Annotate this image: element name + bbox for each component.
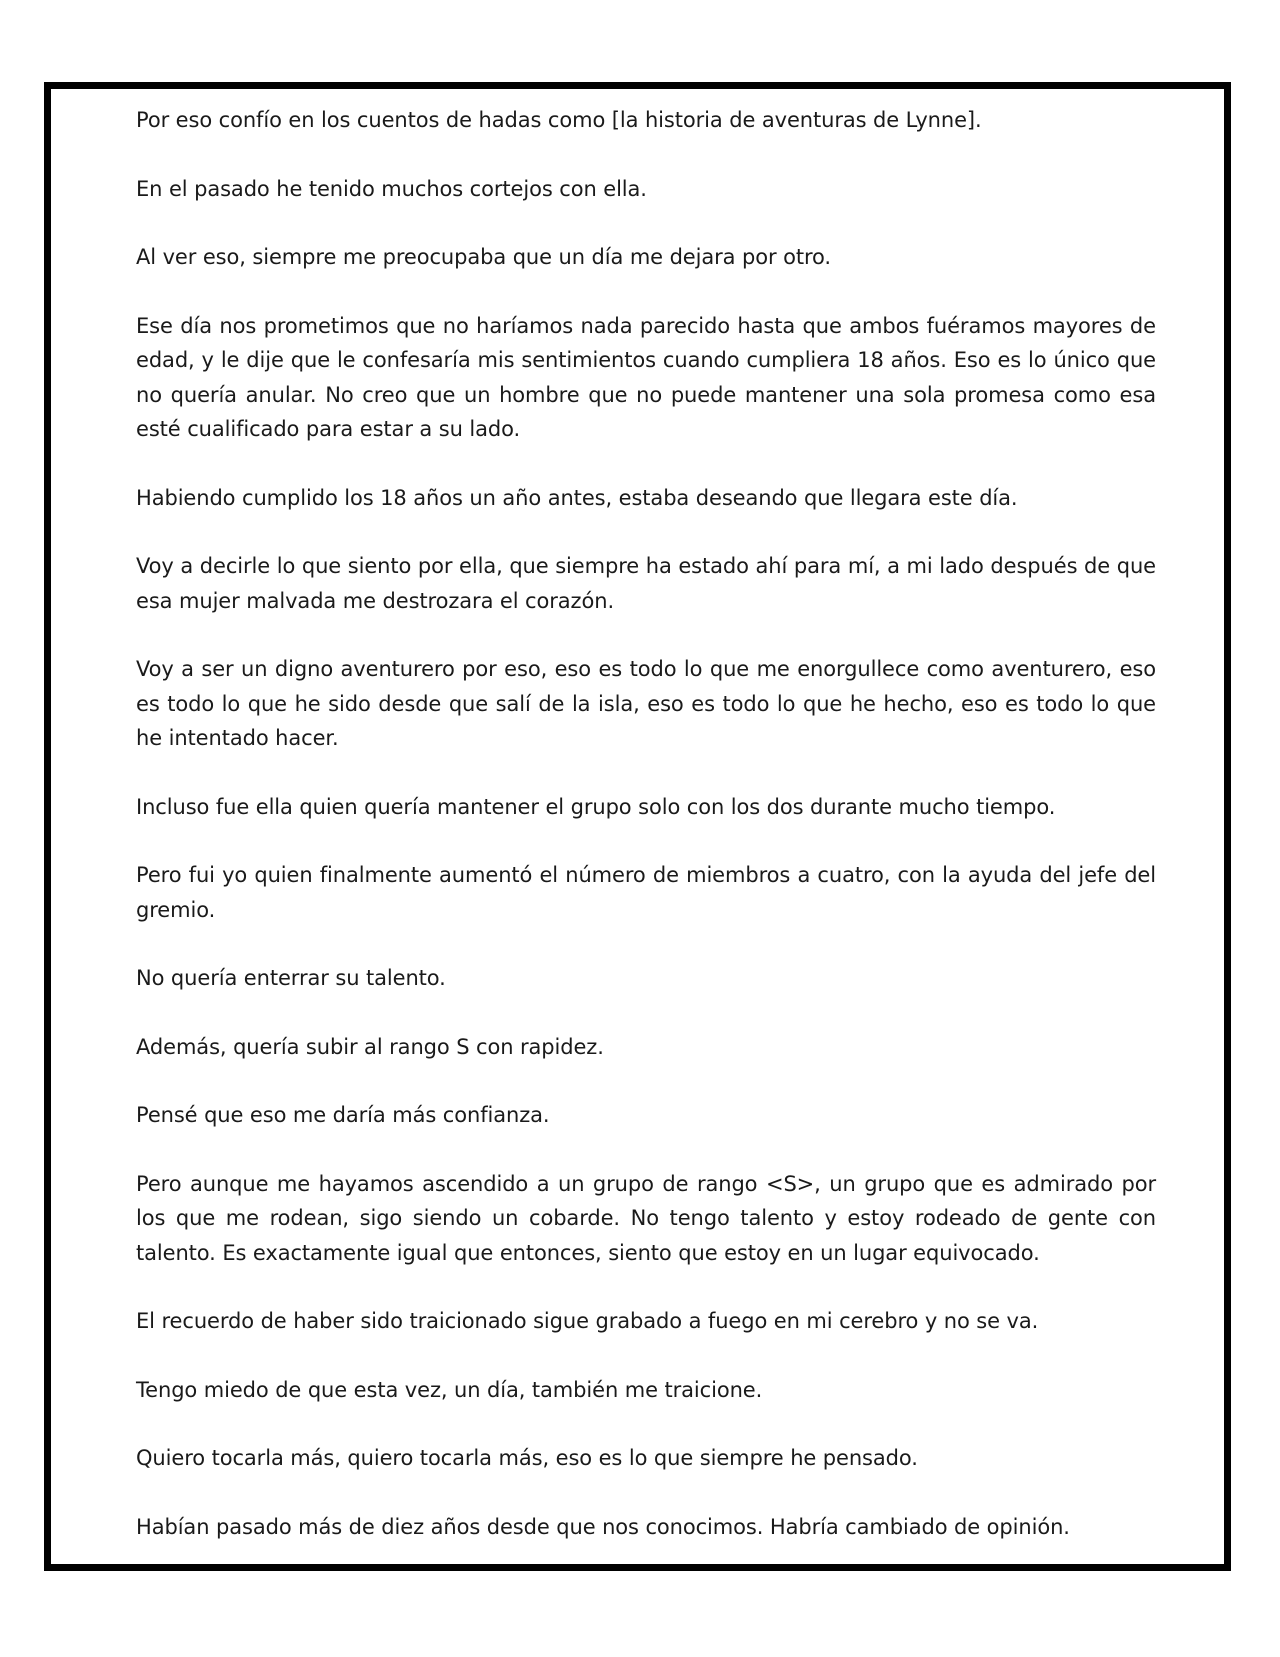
paragraph: Habían pasado más de diez años desde que nos conocimos. Habría cambiado de opinión. (136, 1514, 1070, 1539)
paragraph: Voy a ser un digno aventurero por eso, eso es todo lo que me enorgullece como aventurero, eso es todo lo que he sido desde que salí de la isla, eso es todo lo que he hecho, eso es todo lo que he intentado hacer. (136, 657, 1156, 750)
text-body (136, 103, 1156, 1544)
paragraph: Ese día nos prometimos que no haríamos nada parecido hasta que ambos fuéramos mayores de edad, y le dije que le confesaría mis sentimientos cuando cumpliera 18 años. Eso es lo único que no quería anular. No creo que un hombre que no puede mantener una sola promesa como esa esté cualificado para estar a su lado. (136, 313, 1156, 441)
paragraph: El recuerdo de haber sido traicionado sigue grabado a fuego en mi cerebro y no se va. (136, 1309, 1039, 1333)
paragraph: Incluso fue ella quien quería mantener el grupo solo con los dos durante mucho tiempo. (136, 794, 1056, 819)
paragraph: Pero fui yo quien finalmente aumentó el número de miembros a cuatro, con la ayuda del jefe del gremio. (136, 863, 1156, 922)
paragraph: No quería enterrar su talento. (136, 966, 446, 990)
paragraph: Habiendo cumplido los 18 años un año antes, estaba deseando que llegara este día. (136, 485, 1018, 510)
paragraph: Pero aunque me hayamos ascendido a un grupo de rango <S>, un grupo que es admirado por los que me rodean, sigo siendo un cobarde. No tengo talento y estoy rodeado de gente con talento. Es exactamente igual que entonces, siento que estoy en un lugar equivocado. (136, 1171, 1156, 1265)
paragraph: Voy a decirle lo que siento por ella, que siempre ha estado ahí para mí, a mi lado después de que esa mujer malvada me destrozara el corazón. (136, 554, 1156, 613)
paragraph: Por eso confío en los cuentos de hadas como [la historia de aventuras de Lynne]. (136, 108, 982, 132)
paragraph: Tengo miedo de que esta vez, un día, también me traicione. (136, 1377, 763, 1402)
paragraph: En el pasado he tenido muchos cortejos con ella. (136, 176, 647, 201)
page-frame (44, 82, 1231, 1571)
paragraph: Pensé que eso me daría más confianza. (136, 1103, 550, 1127)
paragraph: Quiero tocarla más, quiero tocarla más, eso es lo que siempre he pensado. (136, 1446, 918, 1470)
paragraph: Al ver eso, siempre me preocupaba que un día me dejara por otro. (136, 245, 832, 269)
paragraph: Además, quería subir al rango S con rapidez. (136, 1034, 604, 1059)
